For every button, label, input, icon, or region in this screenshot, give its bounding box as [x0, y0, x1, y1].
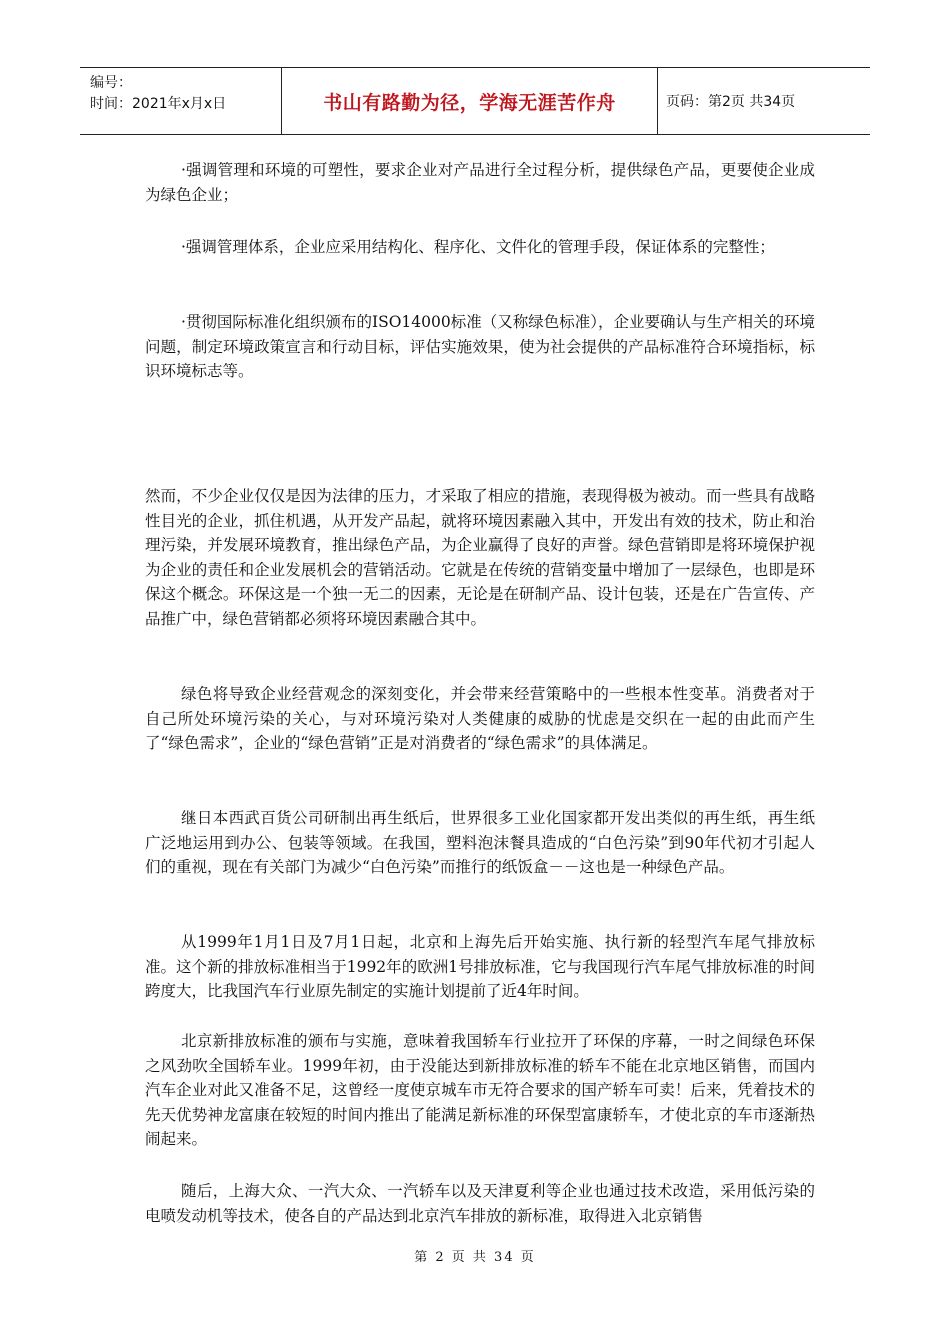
- date-label: 时间：2021年x月x日: [90, 96, 227, 112]
- page-footer: 第 2 页 共 34 页: [414, 1250, 536, 1265]
- body-paragraph-2: ·强调管理体系，企业应采用结构化、程序化、文件化的管理手段，保证体系的完整性；: [181, 238, 775, 256]
- body-paragraph-7: 从1999年1月1日及7月1日起，北京和上海先后开始实施、执行新的轻型汽车尾气排放标准。这个新的排放标准相当于1992年的欧洲1号排放标准，它与我国现行汽车尾气排放标准的时间跨度大，比我国汽车行业原先制定的实施计划提前了近4年时间。: [145, 933, 815, 1000]
- body-paragraph-4: 然而，不少企业仅仅是因为法律的压力，才采取了相应的措施，表现得极为被动。而一些具有战略性目光的企业，抓住机遇，从开发产品起，就将环境因素融入其中，开发出有效的技术，防止和治理污染，并发展环境教育，推出绿色产品，为企业赢得了良好的声誉。绿色营销即是将环境保护视为企业的责任和企业发展机会的营销活动。它就是在传统的营销变量中增加了一层绿色，也即是环保这个概念。环保这是一个独一无二的因素，无论是在研制产品、设计包装，还是在广告宣传、产品推广中，绿色营销都必须将环境因素融合其中。: [145, 487, 815, 628]
- body-paragraph-1: ·强调管理和环境的可塑性，要求企业对产品进行全过程分析，提供绿色产品，更要使企业成为绿色企业；: [145, 161, 815, 204]
- header-page-info: 页码：第2页 共34页: [666, 94, 796, 110]
- body-paragraph-5: 绿色将导致企业经营观念的深刻变化，并会带来经营策略中的一些根本性变革。消费者对于自己所处环境污染的关心，与对环境污染对人类健康的威胁的忧虑是交织在一起的由此而产生了“绿色需求”，企业的“绿色营销”正是对消费者的“绿色需求”的具体满足。: [145, 685, 815, 752]
- body-paragraph-9: 随后，上海大众、一汽大众、一汽轿车以及天津夏利等企业也通过技术改造，采用低污染的电喷发动机等技术，使各自的产品达到北京汽车排放的新标准，取得进入北京销售: [145, 1182, 815, 1225]
- header-meta: [80, 68, 282, 134]
- body-paragraph-3: ·贯彻国际标准化组织颁布的ISO14000标准（又称绿色标准），企业要确认与生产相关的环境问题，制定环境政策宣言和行动目标，评估实施效果，使为社会提供的产品标准符合环境指标，标识环境标志等。: [145, 313, 815, 380]
- page-header: [80, 67, 870, 135]
- body-paragraph-6: 继日本西武百货公司研制出再生纸后，世界很多工业化国家都开发出类似的再生纸，再生纸广泛地运用到办公、包装等领域。在我国，塑料泡沫餐具造成的“白色污染”到90年代初才引起人们的重视，现在有关部门为减少“白色污染”而推行的纸饭盒－－这也是一种绿色产品。: [145, 809, 815, 876]
- body-paragraph-8: 北京新排放标准的颁布与实施，意味着我国轿车行业拉开了环保的序幕，一时之间绿色环保之风劲吹全国轿车业。1999年初，由于没能达到新排放标准的轿车不能在北京地区销售，而国内汽车企业对此又准备不足，这曾经一度使京城车市无符合要求的国产轿车可卖！后来，凭着技术的先天优势神龙富康在较短的时间内推出了能满足新标准的环保型富康轿车，才使北京的车市逐渐热闹起来。: [145, 1032, 815, 1148]
- serial-label: 编号：: [90, 75, 132, 91]
- header-motto: 书山有路勤为径，学海无涯苦作舟: [282, 68, 658, 134]
